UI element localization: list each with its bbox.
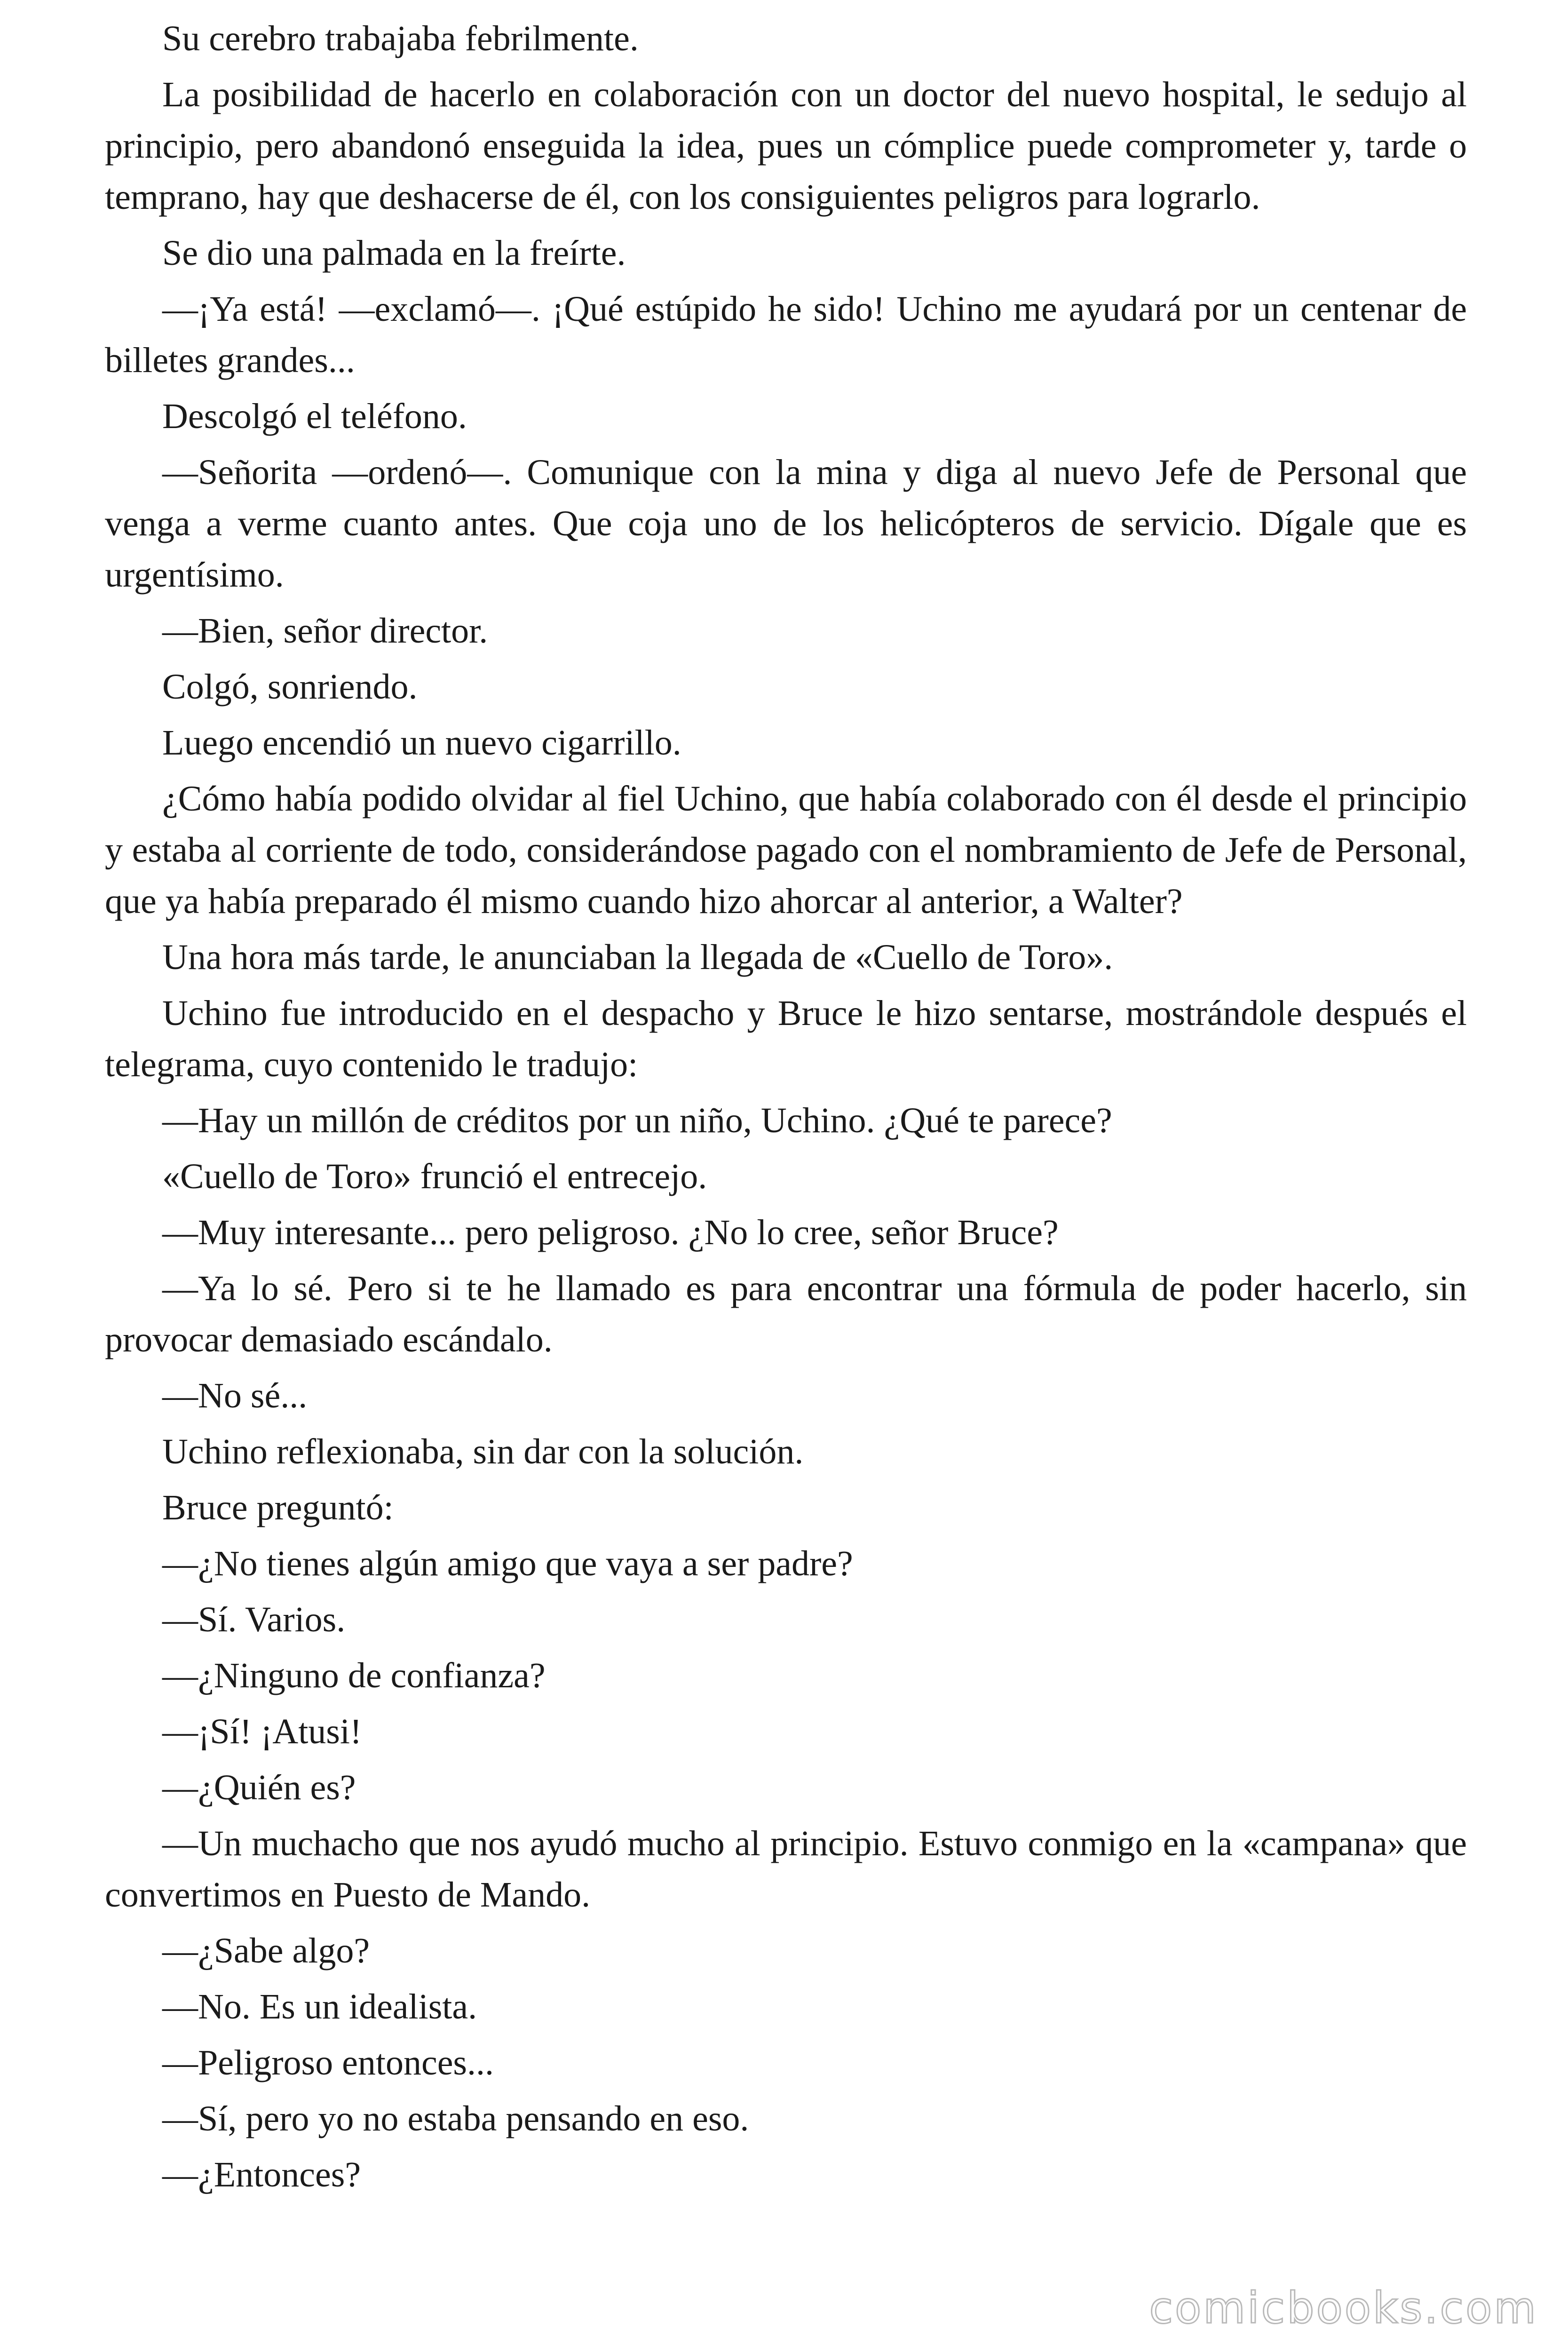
paragraph: Descolgó el teléfono. xyxy=(162,397,467,436)
paragraph: «Cuello de Toro» frunció el entrecejo. xyxy=(162,1157,707,1196)
paragraph: —Bien, señor director. xyxy=(162,611,488,651)
paragraph: —Sí, pero yo no estaba pensando en eso. xyxy=(162,2099,749,2138)
paragraph: Colgó, sonriendo. xyxy=(162,667,418,707)
paragraph: ¿Cómo había podido olvidar al fiel Uchino, que había colaborado con él desde el principio y estaba al corriente de todo, considerándose pagado con el nombramiento de Jefe de Personal, que ya había preparado él mismo cuando hizo ahorcar al anterior, a Walter? xyxy=(105,779,1467,921)
watermark: comicbooks.com xyxy=(1149,2283,1538,2333)
paragraph: Se dio una palmada en la freírte. xyxy=(162,233,626,273)
paragraph: —¿Sabe algo? xyxy=(162,1931,370,1971)
paragraph: Su cerebro trabajaba febrilmente. xyxy=(162,19,639,58)
paragraph: —¿Entonces? xyxy=(162,2155,361,2194)
paragraph: —Ya lo sé. Pero si te he llamado es para encontrar una fórmula de poder hacerlo, sin provocar demasiado escándalo. xyxy=(105,1269,1467,1359)
paragraph: —Señorita —ordenó—. Comunique con la mina y diga al nuevo Jefe de Personal que venga a verme cuanto antes. Que coja uno de los helicópteros de servicio. Dígale que es urgentísimo. xyxy=(105,453,1467,595)
paragraph: —Muy interesante... pero peligroso. ¿No lo cree, señor Bruce? xyxy=(162,1213,1059,1252)
paragraph: —¡Ya está! —exclamó—. ¡Qué estúpido he sido! Uchino me ayudará por un centenar de billetes grandes... xyxy=(105,289,1467,380)
paragraph: —¿Ninguno de confianza? xyxy=(162,1656,546,1695)
paragraph: Uchino reflexionaba, sin dar con la solución. xyxy=(162,1432,804,1471)
paragraph: —¿Quién es? xyxy=(162,1768,356,1807)
paragraph: —Hay un millón de créditos por un niño, Uchino. ¿Qué te parece? xyxy=(162,1101,1112,1140)
paragraph: La posibilidad de hacerlo en colaboración con un doctor del nuevo hospital, le sedujo al principio, pero abandonó enseguida la idea, pues un cómplice puede comprometer y, tarde o temprano, hay que deshacerse de él, con los consiguientes peligros para lograrlo. xyxy=(105,75,1467,217)
paragraph: —¿No tienes algún amigo que vaya a ser padre? xyxy=(162,1544,853,1583)
paragraph: —No. Es un idealista. xyxy=(162,1987,477,2026)
paragraph: —Peligroso entonces... xyxy=(162,2043,494,2082)
paragraph: Bruce preguntó: xyxy=(162,1488,394,1527)
paragraph: —Sí. Varios. xyxy=(162,1600,346,1639)
paragraph: Luego encendió un nuevo cigarrillo. xyxy=(162,723,681,763)
paragraph: Uchino fue introducido en el despacho y Bruce le hizo sentarse, mostrándole después el telegrama, cuyo contenido le tradujo: xyxy=(105,993,1467,1084)
paragraph: Una hora más tarde, le anunciaban la llegada de «Cuello de Toro». xyxy=(162,938,1113,977)
paragraph: —¡Sí! ¡Atusi! xyxy=(162,1712,362,1751)
body-text xyxy=(105,13,1467,2205)
paragraph: —No sé... xyxy=(162,1376,308,1415)
paragraph: —Un muchacho que nos ayudó mucho al principio. Estuvo conmigo en la «campana» que convertimos en Puesto de Mando. xyxy=(105,1824,1467,1915)
